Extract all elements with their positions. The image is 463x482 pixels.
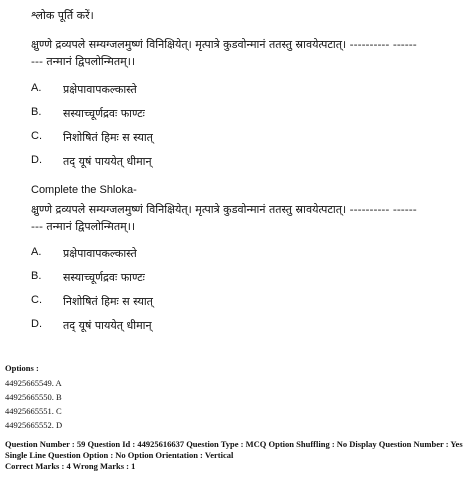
section2-option-b xyxy=(31,270,145,285)
option-letter: A. xyxy=(31,246,42,258)
options-id-list xyxy=(5,376,62,432)
option-letter: B. xyxy=(31,270,42,282)
option-text: तद् यूषं पाययेत् धीमान् xyxy=(63,155,152,168)
option-id-item: 44925665551. C xyxy=(5,406,62,416)
option-letter: D. xyxy=(31,318,42,330)
section1-option-d xyxy=(31,154,152,169)
option-text: सस्याच्चूर्णद्रवः फाण्टः xyxy=(63,271,145,284)
question-meta-line2: Single Line Question Option : No Option Orientation : Vertical xyxy=(5,450,234,460)
option-letter: B. xyxy=(31,106,42,118)
option-letter: C. xyxy=(31,294,42,306)
option-letter: C. xyxy=(31,130,42,142)
section1-verse-line2: --- तन्मानं द्विपलोन्मितम्।। xyxy=(31,55,136,68)
option-text: निशोषितं हिमः स स्यात् xyxy=(63,131,153,144)
option-text: तद् यूषं पाययेत् धीमान् xyxy=(63,319,152,332)
option-id-item: 44925665552. D xyxy=(5,420,63,430)
section1-heading: श्लोक पूर्ति करें। xyxy=(31,9,94,22)
section2-option-a xyxy=(31,246,137,261)
option-text: प्रक्षेपावापकल्कास्ते xyxy=(63,247,137,260)
section2-option-d xyxy=(31,318,152,333)
option-letter: D. xyxy=(31,154,42,166)
section1-verse-line1: क्षुण्णे द्रव्यपले सम्यग्जलमुष्णं विनिक्षियेत्। मृत्पात्रे कुडवोन्मानं ततस्तु स्रावयेत्पटात्। ---------- ------ xyxy=(31,38,417,51)
section2-verse-line2: --- तन्मानं द्विपलोन्मितम्।। xyxy=(31,220,136,233)
option-text: सस्याच्चूर्णद्रवः फाण्टः xyxy=(63,107,145,120)
option-text: प्रक्षेपावापकल्कास्ते xyxy=(63,83,137,96)
option-id-item: 44925665550. B xyxy=(5,392,62,402)
option-letter: A. xyxy=(31,82,42,94)
section1-option-a xyxy=(31,82,137,97)
question-meta-line1: Question Number : 59 Question Id : 44925616637 Question Type : MCQ Option Shuffling : No Display Question Number : Yes xyxy=(5,439,463,449)
section2-verse xyxy=(31,201,456,235)
question-marks: Correct Marks : 4 Wrong Marks : 1 xyxy=(5,461,136,471)
option-text: निशोषितं हिमः स स्यात् xyxy=(63,295,153,308)
option-id-item: 44925665549. A xyxy=(5,378,62,388)
section1-verse xyxy=(31,36,456,70)
section2-heading: Complete the Shloka- xyxy=(31,184,137,196)
section2-option-c xyxy=(31,294,153,309)
section2-verse-line1: क्षुण्णे द्रव्यपले सम्यग्जलमुष्णं विनिक्षियेत्। मृत्पात्रे कुडवोन्मानं ततस्तु स्रावयेत्पटात्। ---------- ------ xyxy=(31,203,417,216)
options-label: Options : xyxy=(5,363,39,373)
section1-option-c xyxy=(31,130,153,145)
section1-option-b xyxy=(31,106,145,121)
